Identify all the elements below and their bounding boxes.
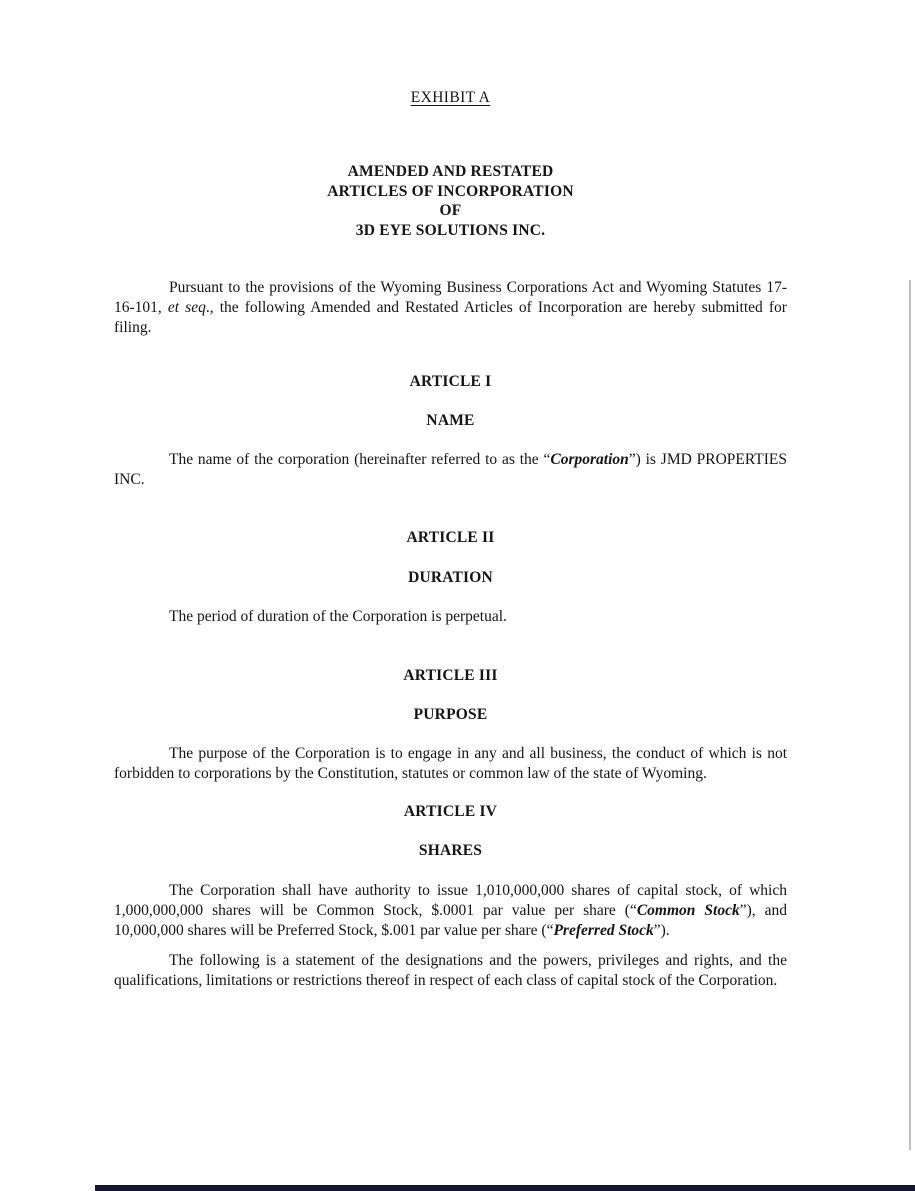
intro-paragraph: [114, 278, 787, 338]
article-2-paragraph: [114, 607, 787, 627]
article-3-heading: ARTICLE III: [403, 667, 498, 684]
article-1-paragraph: [114, 450, 787, 490]
title-line: ARTICLES OF INCORPORATION: [327, 182, 574, 200]
document-title: [114, 162, 787, 240]
article-1-subheading: NAME: [426, 412, 475, 429]
text-segment: ”).: [653, 922, 670, 939]
article-2-subheading: DURATION: [408, 569, 493, 586]
text-segment-bold-italic: Corporation: [550, 451, 629, 468]
article-4-paragraph-2: [114, 951, 787, 991]
scan-artifact-bottom-edge: [95, 1185, 915, 1191]
title-line: AMENDED AND RESTATED: [347, 163, 554, 180]
article-4-subheading: SHARES: [418, 842, 483, 859]
text-segment: ”) is JMD PROPERTIES INC.: [114, 451, 787, 488]
text-segment: ., the following Amended and Restated Articles of Incorporation are hereby submitted for filing.: [114, 299, 787, 336]
text-segment-bold-italic: Common Stock: [636, 902, 740, 919]
exhibit-label: EXHIBIT A: [410, 89, 491, 106]
article-4-heading: ARTICLE IV: [403, 803, 498, 820]
text-segment: The period of duration of the Corporation is perpetual.: [169, 608, 507, 625]
article-3-paragraph: [114, 744, 787, 784]
article-1-heading: ARTICLE I: [409, 373, 492, 390]
article-2-heading: ARTICLE II: [406, 529, 495, 546]
article-3-subheading: PURPOSE: [413, 706, 488, 723]
text-segment: The Corporation shall have authority to issue 1,010,000,000 shares of capital stock, of which 1,000,000,000 shares will be Common Stock, $.0001 par value per share (“: [114, 882, 787, 919]
title-line: 3D EYE SOLUTIONS INC.: [355, 221, 546, 239]
scan-artifact-vertical-line: [909, 280, 911, 1150]
text-segment: The name of the corporation (hereinafter referred to as the “: [169, 451, 551, 468]
title-line: OF: [439, 202, 462, 219]
text-segment: Pursuant to the provisions of the Wyoming Business Corporations Act and Wyoming Statutes 17-16-101,: [114, 279, 787, 316]
text-segment-bold-italic: Preferred Stock: [553, 922, 654, 939]
text-segment: ”), and 10,000,000 shares will be Preferred Stock, $.001 par value per share (“: [114, 902, 787, 939]
text-segment: The purpose of the Corporation is to engage in any and all business, the conduct of which is not forbidden to corporations by the Constitution, statutes or common law of the state of Wyoming.: [114, 745, 787, 782]
text-segment: The following is a statement of the designations and the powers, privileges and rights, and the qualifications, limitations or restrictions thereof in respect of each class of capital stock of the Corporation.: [114, 952, 787, 989]
article-4-paragraph-1: [114, 881, 787, 941]
text-segment-italic: et seq: [167, 299, 206, 316]
